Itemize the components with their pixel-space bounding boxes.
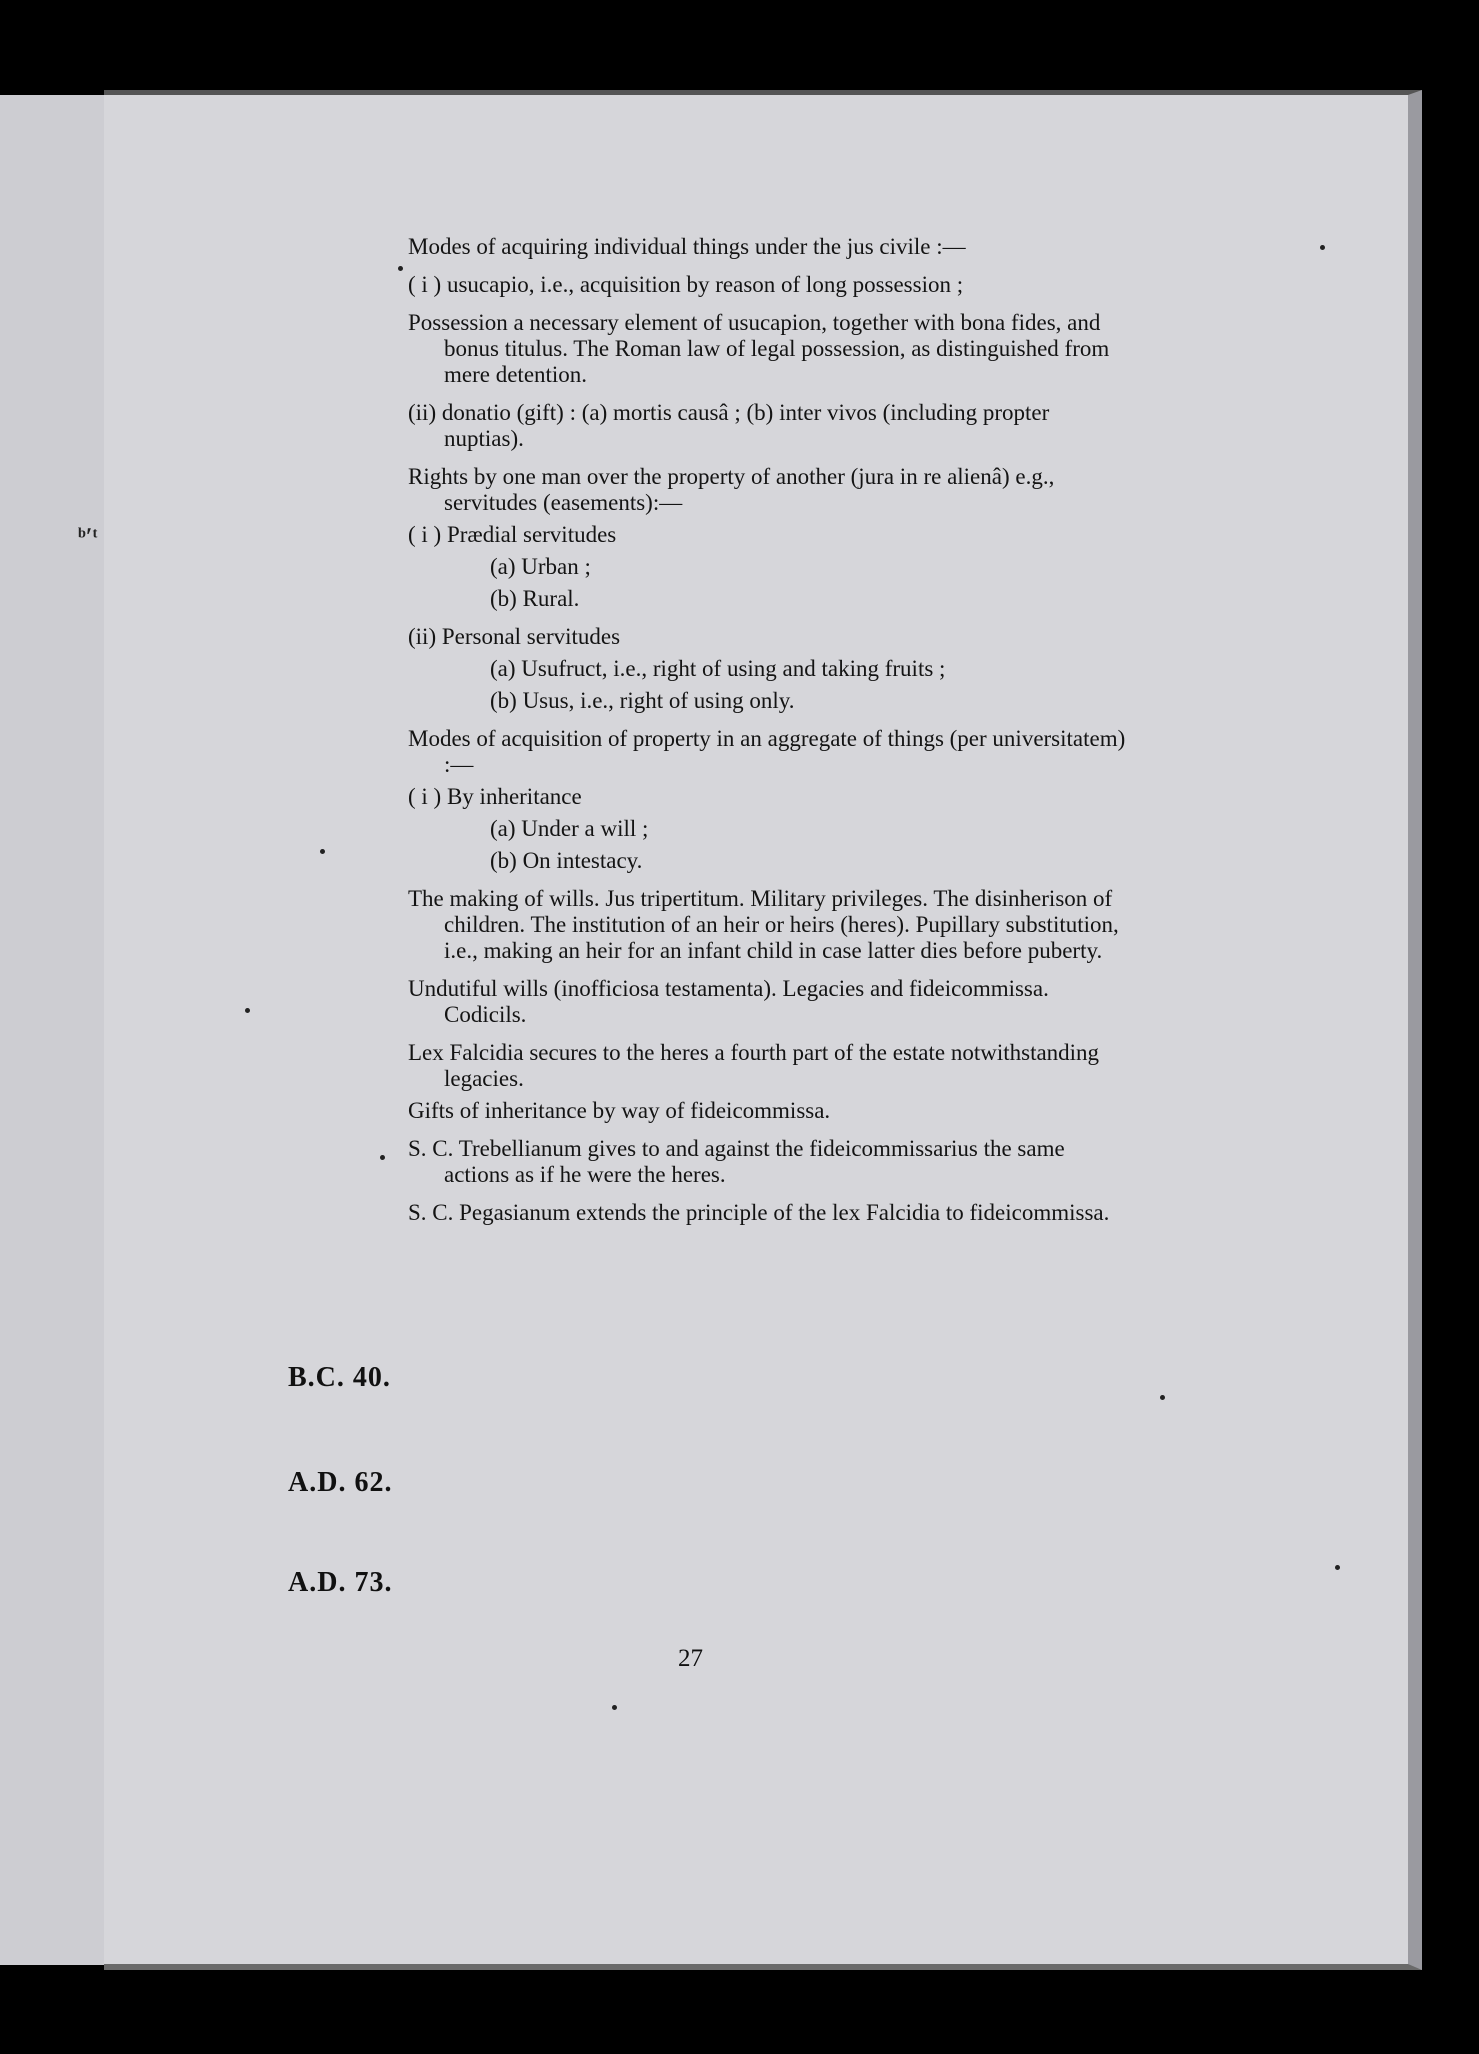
paragraph-donatio: (ii) donatio (gift) : (a) mortis causâ ; (b) inter vivos (including propter nuptias). bbox=[408, 400, 1050, 451]
date-ad-73: A.D. 73. bbox=[288, 1567, 393, 1598]
paragraph-inheritance: ( i ) By inheritance bbox=[408, 784, 582, 809]
paragraph-falcidia: Lex Falcidia secures to the heres a fourth part of the estate notwithstanding legacies. bbox=[408, 1040, 1100, 1091]
speck bbox=[1335, 1565, 1340, 1570]
paragraph-personal: (ii) Personal servitudes bbox=[408, 624, 621, 649]
paragraph-usucapio: ( i ) usucapio, i.e., acquisition by reason of long possession ; bbox=[408, 272, 964, 297]
date-ad-62: A.D. 62. bbox=[288, 1467, 393, 1498]
paragraph-gifts: Gifts of inheritance by way of fideicommissa. bbox=[408, 1098, 831, 1123]
item-will: (a) Under a will ; bbox=[490, 816, 649, 841]
speck bbox=[380, 1155, 385, 1160]
facing-page-edge bbox=[0, 95, 107, 1965]
speck bbox=[1320, 245, 1325, 250]
paragraph-trebellianum: S. C. Trebellianum gives to and against the fideicommissarius the same actions as if he were the heres. bbox=[408, 1136, 1065, 1187]
speck bbox=[320, 849, 325, 854]
paragraph-aggregate: Modes of acquisition of property in an aggregate of things (per universitatem) :— bbox=[408, 726, 1126, 777]
paragraph-pegasianum: S. C. Pegasianum extends the principle of the lex Falcidia to fideicommissa. bbox=[408, 1200, 1110, 1225]
date-bc-40: B.C. 40. bbox=[288, 1362, 391, 1393]
item-usufruct: (a) Usufruct, i.e., right of using and taking fruits ; bbox=[490, 656, 946, 681]
speck bbox=[245, 1008, 250, 1013]
speck bbox=[398, 266, 403, 271]
paragraph-praedial: ( i ) Prædial servitudes bbox=[408, 522, 617, 547]
page-text bbox=[408, 234, 1128, 1238]
item-rural: (b) Rural. bbox=[490, 586, 580, 611]
speck bbox=[612, 1705, 617, 1710]
paragraph-wills: The making of wills. Jus tripertitum. Military privileges. The disinherison of children. The institution of an heir or heirs (heres). Pupillary substitution, i.e., making an heir for an infant child in case latter dies before puberty. bbox=[408, 886, 1119, 963]
paragraph-undutiful: Undutiful wills (inofficiosa testamenta). Legacies and fideicommissa. Codicils. bbox=[408, 976, 1049, 1027]
paragraph-civile-modes: Modes of acquiring individual things under the jus civile :— bbox=[408, 234, 966, 259]
item-urban: (a) Urban ; bbox=[490, 554, 591, 579]
paragraph-possession: Possession a necessary element of usucapion, together with bona fides, and bonus titulus. The Roman law of legal possession, as distinguished from mere detention. bbox=[408, 310, 1110, 387]
item-intestacy: (b) On intestacy. bbox=[490, 848, 643, 873]
page-number: 27 bbox=[678, 1645, 703, 1672]
item-usus: (b) Usus, i.e., right of using only. bbox=[490, 688, 795, 713]
paragraph-rights: Rights by one man over the property of another (jura in re alienâ) e.g., servitudes (easements):— bbox=[408, 464, 1055, 515]
speck bbox=[1160, 1395, 1165, 1400]
margin-mark: ᵇʹᵗ bbox=[78, 524, 98, 550]
